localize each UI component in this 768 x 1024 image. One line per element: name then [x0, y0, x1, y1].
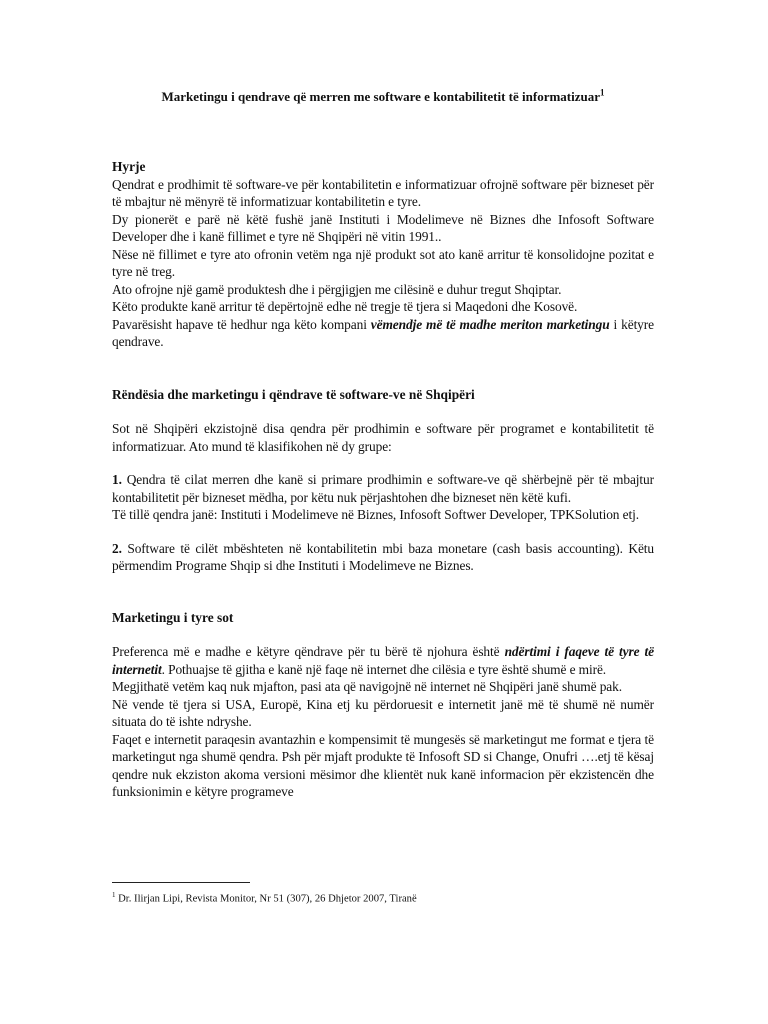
- today-paragraph-emphasis: Preferenca më e madhe e këtyre qëndrave për tu bërë të njohura është ndërtimi i faqeve të tyre të internetit. Pothuajse të gjitha e kanë një faqe në internet dhe cilësia e tyre është shumë e mirë.: [112, 644, 654, 677]
- group-1-paragraph: 1. Qendra të cilat merren dhe kanë si primare prodhimin e software-ve që shërbejnë për të mbajtur kontabilitetit për bizneset mëdha, por këtu nuk përjashtohen dhe bizneset nën këtë kufi.: [112, 472, 654, 505]
- group-2-number: 2.: [112, 540, 122, 556]
- intro-paragraph: Nëse në fillimet e tyre ato ofronin vetëm nga një produkt sot ato kanë arritur të konsolidojne pozitat e tyre në treg.: [112, 246, 654, 279]
- section-heading-intro: Hyrje: [112, 159, 146, 174]
- intro-paragraph: Qendrat e prodhimit të software-ve për kontabilitetin e informatizuar ofrojnë software për bizneset për të mbajtur në mënyrë të informatizuar kontabilitetin e tyre.: [112, 176, 654, 209]
- footnote: $^1$ Dr. Ilirjan Lipi, Revista Monitor, Nr 51 (307), 26 Dhjetor 2007, Tiranë: [112, 891, 417, 905]
- section-heading-today: Marketingu i tyre sot: [112, 609, 234, 625]
- footnote-divider: [112, 882, 250, 883]
- document-page: [112, 88, 654, 801]
- intro-paragraph: Ato ofrojne një gamë produktesh dhe i përgjigjen me cilësinë e duhur tregut Shqiptar.: [112, 281, 562, 297]
- intro-paragraph-emphasis: Pavarësisht hapave të hedhur nga këto kompani vëmendje më të madhe meriton marketingu i këtyre qendrave.: [112, 316, 654, 349]
- today-paragraph: Faqet e internetit paraqesin avantazhin e kompensimit të mungesës së marketingut me format e tjera të marketingut nga shumë qendra. Psh për mjaft produkte të Infosoft SD si Change, Onufri ….etj të kësaj qendre nuk ekziston akoma versioni mësimor dhe klientët nuk kanë informacion për ekzistencën dhe funksionimin e këtyre programeve: [112, 731, 654, 799]
- group-2-paragraph: 2. Software të cilët mbështeten në kontabilitetin mbi baza monetare (cash basis accounting). Këtu përmendim Programe Shqip si dhe Instituti i Modelimeve ne Biznes.: [112, 540, 654, 573]
- emphasis-text: vëmendje më të madhe meriton marketingu: [370, 316, 610, 332]
- group-1-examples: Të tillë qendra janë: Instituti i Modelimeve në Biznes, Infosoft Softwer Developer, TPKSolution etj.: [112, 507, 639, 522]
- footnote-mark: 1: [112, 891, 116, 899]
- emphasis-text: ndërtimi i faqeve të tyre të internetit: [112, 644, 654, 677]
- group-1-number: 1.: [112, 472, 122, 487]
- intro-paragraph: Këto produkte kanë arritur të depërtojnë edhe në tregje të tjera si Maqedoni dhe Kosovë.: [112, 299, 578, 314]
- today-paragraph: Megjithatë vetëm kaq nuk mjafton, pasi ata që navigojnë në internet në Shqipëri janë shumë pak.: [112, 679, 622, 694]
- title-footnote-mark: 1: [600, 87, 605, 98]
- section-heading-importance: Rëndësia dhe marketingu i qëndrave të software-ve në Shqipëri: [112, 386, 475, 402]
- document-title: Marketingu i qendrave që merren me software e kontabilitetit të informatizuar$^1$: [161, 87, 605, 104]
- intro-paragraph: Dy pionerët e parë në këtë fushë janë Instituti i Modelimeve në Biznes dhe Infosoft Software Developer dhe i kanë fillimet e tyre në Shqipëri në vitin 1991..: [112, 211, 654, 244]
- today-paragraph: Në vende të tjera si USA, Europë, Kina etj ku përdoruesit e internetit janë më të shumë në numër situata do të ishte ndryshe.: [112, 696, 654, 729]
- importance-intro: Sot në Shqipëri ekzistojnë disa qendra për prodhimin e software për programet e kontabilitetit të informatizuar. Ato mund të klasifikohen në dy grupe:: [112, 421, 654, 454]
